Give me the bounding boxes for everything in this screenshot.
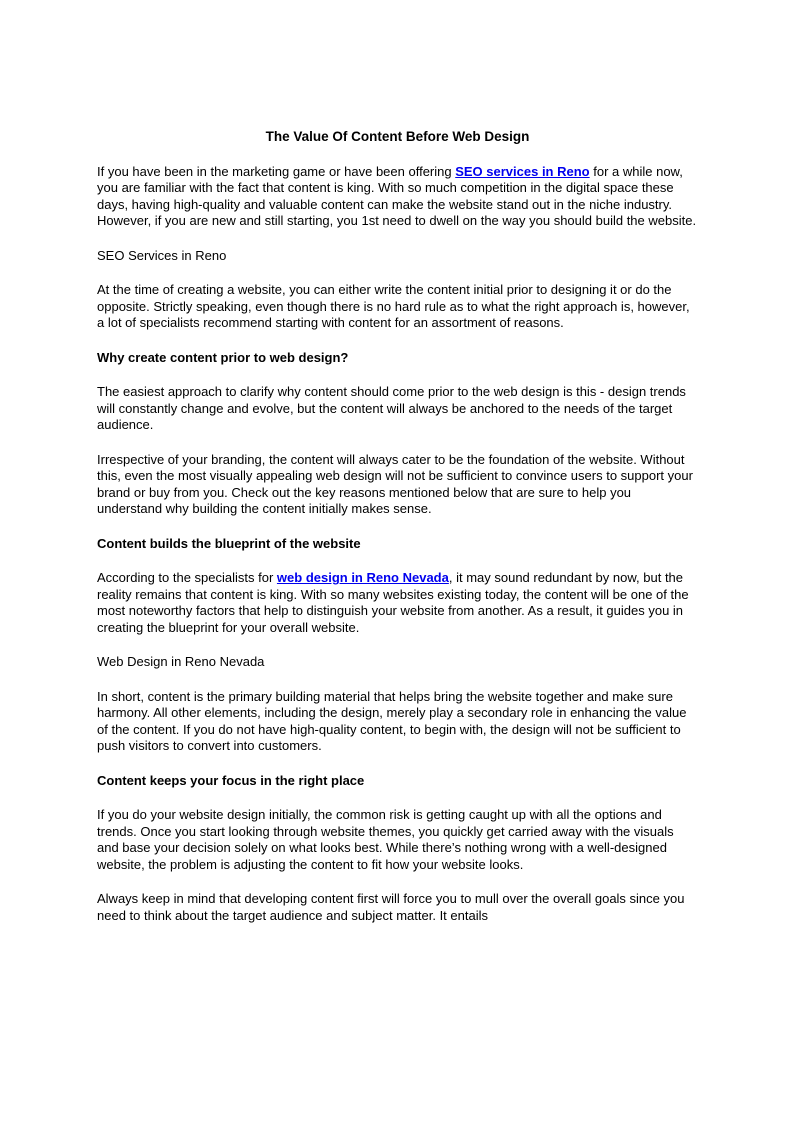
intro-text-after-link: for a while now, you are familiar with the fact that content is king. With so much competition in the digital space these days, having high-quality and valuable content can make the website stand out in the niche industry. However, if you are new and still starting, you 1st need to dwell on the way you should build the website. <box>97 163 697 228</box>
heading-content-blueprint: Content builds the blueprint of the website <box>97 535 361 551</box>
closing-paragraph: Always keep in mind that developing content first will force you to mull over the overall goals since you need to think about the target audience and subject matter. It entails <box>97 891 685 923</box>
easiest-approach-paragraph: The easiest approach to clarify why content should come prior to the web design is this - design trends will constantly change and evolve, but the content will always be anchored to the needs of the target audience. <box>97 384 686 432</box>
document-title: The Value Of Content Before Web Design <box>265 129 530 144</box>
focus-paragraph: If you do your website design initially, the common risk is getting caught up with all the options and trends. Once you start looking through website themes, you quickly get carried away with the visuals and base your decision solely on what looks best. While there’s nothing wrong with a well-designed website, the problem is adjusting the content to fit how your website looks. <box>97 807 674 872</box>
web-design-label: Web Design in Reno Nevada <box>97 654 265 669</box>
heading-content-focus: Content keeps your focus in the right place <box>97 772 365 788</box>
intro-text-before-link: If you have been in the marketing game or have been offering <box>97 163 456 179</box>
blueprint-paragraph <box>97 570 698 636</box>
heading-why-create-content: Why create content prior to web design? <box>97 349 349 365</box>
web-design-link[interactable]: web design in Reno Nevada <box>276 570 449 585</box>
branding-paragraph: Irrespective of your branding, the content will always cater to be the foundation of the website. Without this, even the most visually appealing web design will not be sufficient to convince users to support your brand or buy from you. Check out the key reasons mentioned below that are sure to help you understand why building the content initially makes sense. <box>97 451 693 516</box>
seo-services-link[interactable]: SEO services in Reno <box>455 163 590 179</box>
intro-paragraph <box>97 164 698 230</box>
approach-paragraph: At the time of creating a website, you can either write the content initial prior to designing it or do the opposite. Strictly speaking, even though there is no hard rule as to what the right approach is, however, a lot of specialists recommend starting with content for an assortment of reasons. <box>97 282 690 330</box>
seo-services-label: SEO Services in Reno <box>97 247 227 263</box>
building-material-paragraph: In short, content is the primary building material that helps bring the website together and make sure harmony. All other elements, including the design, merely play a secondary role in enhancing the value of the content. If you do not have high-quality content, to begin with, the design will not be sufficient to push visitors to convert into customers. <box>97 688 687 753</box>
blueprint-text-before-link: According to the specialists for <box>97 570 277 585</box>
blueprint-text-after-link: , it may sound redundant by now, but the reality remains that content is king. With so many websites existing today, the content will be one of the most noteworthy factors that help to distinguish your website from another. As a result, it guides you in creating the blueprint for your overall website. <box>97 570 689 635</box>
